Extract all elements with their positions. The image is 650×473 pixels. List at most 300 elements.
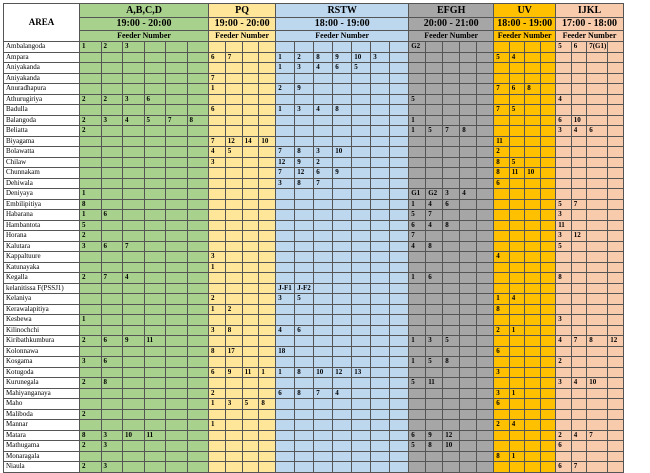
- feeder-cell-efgh: [477, 42, 494, 53]
- feeder-cell-abcd: [166, 136, 188, 147]
- feeder-cell-rstw: [295, 315, 314, 326]
- feeder-cell-ijkl: [587, 441, 608, 452]
- feeder-cell-rstw: [390, 231, 409, 242]
- feeder-cell-rstw: [352, 199, 371, 210]
- feeder-cell-pq: [242, 388, 259, 399]
- feeder-cell-rstw: [371, 241, 390, 252]
- feeder-cell-efgh: [460, 336, 477, 347]
- feeder-cell-pq: [209, 462, 226, 473]
- feeder-cell-pq: [259, 199, 276, 210]
- feeder-cell-abcd: [80, 147, 102, 158]
- feeder-cell-abcd: [101, 189, 123, 200]
- feeder-cell-abcd: [187, 388, 209, 399]
- feeder-cell-pq: [242, 273, 259, 284]
- feeder-cell-abcd: 11: [144, 430, 166, 441]
- area-name: Kerawalapitiya: [4, 304, 80, 315]
- table-row: [4, 115, 624, 126]
- feeder-cell-abcd: [166, 189, 188, 200]
- feeder-cell-efgh: 8: [426, 241, 443, 252]
- feeder-cell-rstw: 7: [276, 168, 295, 179]
- feeder-cell-rstw: [314, 357, 333, 368]
- feeder-cell-ijkl: [608, 420, 624, 431]
- feeder-cell-pq: [242, 325, 259, 336]
- feeder-cell-rstw: [390, 420, 409, 431]
- feeder-cell-efgh: [409, 451, 426, 462]
- area-name: Bolawatta: [4, 147, 80, 158]
- feeder-cell-abcd: [123, 462, 145, 473]
- feeder-cell-rstw: [352, 294, 371, 305]
- feeder-cell-efgh: [477, 136, 494, 147]
- feeder-cell-rstw: [371, 409, 390, 420]
- feeder-cell-abcd: 3: [80, 357, 102, 368]
- feeder-cell-abcd: [123, 52, 145, 63]
- feeder-cell-abcd: [144, 252, 166, 263]
- feeder-cell-rstw: [333, 136, 352, 147]
- feeder-cell-pq: 5: [225, 147, 242, 158]
- feeder-cell-rstw: 12: [276, 157, 295, 168]
- feeder-cell-rstw: 1: [276, 105, 295, 116]
- feeder-cell-efgh: [443, 315, 460, 326]
- feeder-cell-pq: 3: [209, 252, 226, 263]
- feeder-cell-rstw: [333, 252, 352, 263]
- feeder-cell-uv: [509, 178, 525, 189]
- feeder-cell-rstw: [371, 63, 390, 74]
- feeder-cell-pq: [259, 441, 276, 452]
- feeder-cell-abcd: [123, 283, 145, 294]
- feeder-cell-efgh: [460, 262, 477, 273]
- feeder-cell-rstw: [390, 430, 409, 441]
- feeder-cell-abcd: 1: [80, 210, 102, 221]
- feeder-cell-abcd: [166, 241, 188, 252]
- feeder-cell-efgh: [426, 168, 443, 179]
- feeder-cell-abcd: 2: [80, 462, 102, 473]
- feeder-cell-abcd: [101, 178, 123, 189]
- feeder-cell-rstw: [371, 147, 390, 158]
- feeder-cell-abcd: [144, 283, 166, 294]
- feeder-cell-rstw: [371, 336, 390, 347]
- feeder-cell-abcd: [166, 252, 188, 263]
- table-row: [4, 241, 624, 252]
- feeder-cell-uv: [525, 231, 541, 242]
- feeder-cell-abcd: [123, 441, 145, 452]
- feeder-cell-uv: [509, 304, 525, 315]
- feeder-cell-efgh: 4: [409, 241, 426, 252]
- feeder-cell-abcd: [144, 168, 166, 179]
- area-name: Niaula: [4, 462, 80, 473]
- feeder-cell-efgh: [409, 157, 426, 168]
- feeder-cell-rstw: [352, 84, 371, 95]
- feeder-cell-abcd: [101, 420, 123, 431]
- feeder-cell-uv: [509, 241, 525, 252]
- feeder-cell-rstw: [352, 189, 371, 200]
- feeder-cell-rstw: 4: [314, 105, 333, 116]
- feeder-cell-efgh: [443, 84, 460, 95]
- feeder-cell-efgh: [409, 63, 426, 74]
- feeder-cell-rstw: [333, 273, 352, 284]
- feeder-cell-efgh: [426, 231, 443, 242]
- feeder-cell-rstw: [390, 189, 409, 200]
- feeder-cell-rstw: 10: [314, 367, 333, 378]
- feeder-cell-pq: [242, 357, 259, 368]
- feeder-cell-rstw: [276, 399, 295, 410]
- feeder-cell-uv: [540, 220, 556, 231]
- feeder-cell-ijkl: [608, 42, 624, 53]
- feeder-cell-uv: [494, 231, 510, 242]
- feeder-cell-abcd: [101, 73, 123, 84]
- feeder-cell-rstw: [390, 336, 409, 347]
- feeder-cell-ijkl: [571, 420, 587, 431]
- feeder-cell-abcd: [144, 273, 166, 284]
- feeder-cell-uv: [525, 241, 541, 252]
- feeder-cell-pq: [209, 273, 226, 284]
- feeder-cell-ijkl: 7(G1): [587, 42, 608, 53]
- feeder-cell-abcd: 3: [101, 462, 123, 473]
- feeder-cell-rstw: 4: [276, 325, 295, 336]
- feeder-cell-ijkl: [608, 136, 624, 147]
- feeder-cell-rstw: [295, 378, 314, 389]
- feeder-cell-rstw: [371, 189, 390, 200]
- feeder-cell-ijkl: [571, 294, 587, 305]
- feeder-cell-uv: [525, 399, 541, 410]
- feeder-cell-pq: [259, 231, 276, 242]
- group-name-abcd: A,B,C,D: [80, 4, 209, 18]
- feeder-cell-rstw: 8: [295, 178, 314, 189]
- feeder-cell-pq: [242, 252, 259, 263]
- feeder-cell-abcd: 2: [80, 115, 102, 126]
- feeder-cell-rstw: [333, 462, 352, 473]
- feeder-cell-efgh: [426, 346, 443, 357]
- feeder-cell-rstw: [333, 157, 352, 168]
- feeder-cell-efgh: [460, 105, 477, 116]
- feeder-cell-abcd: [123, 210, 145, 221]
- feeder-cell-efgh: [443, 63, 460, 74]
- feeder-cell-rstw: [390, 325, 409, 336]
- feeder-cell-uv: [509, 367, 525, 378]
- feeder-cell-uv: [540, 52, 556, 63]
- feeder-cell-rstw: 1: [276, 63, 295, 74]
- feeder-cell-pq: [225, 220, 242, 231]
- feeder-cell-abcd: 2: [80, 378, 102, 389]
- feeder-cell-rstw: [371, 252, 390, 263]
- feeder-cell-uv: [525, 199, 541, 210]
- feeder-cell-rstw: [295, 210, 314, 221]
- feeder-cell-efgh: [426, 84, 443, 95]
- feeder-cell-rstw: [352, 304, 371, 315]
- feeder-cell-rstw: [390, 210, 409, 221]
- feeder-cell-abcd: [123, 409, 145, 420]
- feeder-cell-ijkl: [587, 283, 608, 294]
- feeder-cell-efgh: G2: [409, 42, 426, 53]
- area-name: Balangoda: [4, 115, 80, 126]
- feeder-cell-efgh: [409, 304, 426, 315]
- feeder-cell-rstw: [333, 94, 352, 105]
- feeder-cell-rstw: [314, 189, 333, 200]
- feeder-cell-efgh: [426, 315, 443, 326]
- feeder-cell-rstw: [333, 325, 352, 336]
- feeder-cell-ijkl: [608, 451, 624, 462]
- feeder-cell-efgh: [477, 304, 494, 315]
- area-name: Maliboda: [4, 409, 80, 420]
- feeder-cell-abcd: [166, 63, 188, 74]
- feeder-cell-ijkl: [571, 136, 587, 147]
- feeder-cell-ijkl: [571, 346, 587, 357]
- feeder-cell-rstw: [352, 430, 371, 441]
- feeder-cell-abcd: [187, 462, 209, 473]
- feeder-cell-ijkl: [571, 94, 587, 105]
- feeder-cell-abcd: [123, 399, 145, 410]
- feeder-cell-abcd: [80, 304, 102, 315]
- feeder-cell-rstw: [276, 378, 295, 389]
- feeder-cell-ijkl: [587, 252, 608, 263]
- feeder-cell-uv: [540, 441, 556, 452]
- feeder-cell-abcd: [80, 168, 102, 179]
- feeder-cell-rstw: [314, 115, 333, 126]
- feeder-cell-abcd: [101, 388, 123, 399]
- feeder-cell-abcd: [123, 157, 145, 168]
- feeder-cell-uv: 2: [494, 325, 510, 336]
- feeder-cell-uv: [540, 378, 556, 389]
- feeder-cell-abcd: [123, 63, 145, 74]
- feeder-cell-ijkl: [571, 241, 587, 252]
- feeder-cell-efgh: 7: [426, 210, 443, 221]
- area-name: Kelaniya: [4, 294, 80, 305]
- feeder-cell-rstw: [276, 462, 295, 473]
- feeder-cell-efgh: [460, 231, 477, 242]
- feeder-cell-uv: [540, 241, 556, 252]
- feeder-cell-efgh: [426, 262, 443, 273]
- feeder-cell-pq: [259, 273, 276, 284]
- feeder-cell-pq: [242, 220, 259, 231]
- feeder-cell-rstw: 2: [276, 84, 295, 95]
- feeder-cell-rstw: [390, 304, 409, 315]
- feeder-cell-pq: [225, 273, 242, 284]
- feeder-cell-abcd: [101, 325, 123, 336]
- group-time-row: [4, 18, 624, 31]
- feeder-cell-ijkl: [556, 105, 572, 116]
- feeder-cell-pq: 6: [209, 52, 226, 63]
- feeder-cell-ijkl: 4: [556, 336, 572, 347]
- feeder-cell-uv: [525, 325, 541, 336]
- feeder-cell-abcd: [166, 94, 188, 105]
- feeder-cell-abcd: [187, 325, 209, 336]
- feeder-cell-abcd: [166, 262, 188, 273]
- feeder-cell-abcd: [166, 126, 188, 137]
- feeder-cell-efgh: 6: [426, 273, 443, 284]
- feeder-cell-uv: [540, 462, 556, 473]
- feeder-cell-uv: [525, 367, 541, 378]
- feeder-cell-rstw: [295, 273, 314, 284]
- feeder-cell-abcd: [144, 157, 166, 168]
- table-row: [4, 178, 624, 189]
- group-time-pq: 19:00 - 20:00: [209, 18, 276, 31]
- feeder-cell-ijkl: 11: [556, 220, 572, 231]
- feeder-cell-pq: [209, 63, 226, 74]
- feeder-cell-rstw: 3: [276, 178, 295, 189]
- feeder-cell-pq: [209, 241, 226, 252]
- feeder-cell-abcd: 1: [80, 42, 102, 53]
- feeder-cell-uv: [540, 189, 556, 200]
- feeder-cell-pq: 17: [225, 346, 242, 357]
- feeder-cell-pq: [259, 451, 276, 462]
- feeder-cell-ijkl: [556, 136, 572, 147]
- feeder-cell-abcd: [101, 63, 123, 74]
- feeder-cell-uv: 3: [494, 388, 510, 399]
- feeder-cell-abcd: 8: [101, 378, 123, 389]
- feeder-cell-pq: [259, 336, 276, 347]
- feeder-cell-abcd: [187, 346, 209, 357]
- feeder-cell-abcd: [187, 451, 209, 462]
- feeder-cell-abcd: [187, 430, 209, 441]
- feeder-cell-rstw: [276, 430, 295, 441]
- feeder-cell-abcd: [187, 367, 209, 378]
- feeder-cell-pq: 10: [259, 136, 276, 147]
- feeder-cell-ijkl: [608, 220, 624, 231]
- feeder-cell-abcd: [80, 399, 102, 410]
- feeder-cell-efgh: [477, 378, 494, 389]
- feeder-cell-ijkl: [608, 210, 624, 221]
- feeder-cell-uv: [525, 73, 541, 84]
- area-name: Kotugoda: [4, 367, 80, 378]
- feeder-cell-abcd: [101, 105, 123, 116]
- feeder-cell-abcd: [187, 52, 209, 63]
- feeder-cell-abcd: [123, 136, 145, 147]
- feeder-cell-uv: [540, 126, 556, 137]
- feeder-cell-rstw: [371, 430, 390, 441]
- feeder-cell-rstw: [390, 147, 409, 158]
- feeder-cell-ijkl: [556, 63, 572, 74]
- feeder-cell-rstw: 6: [295, 325, 314, 336]
- feeder-cell-efgh: [443, 262, 460, 273]
- feeder-cell-abcd: 6: [101, 336, 123, 347]
- feeder-cell-uv: [540, 325, 556, 336]
- feeder-cell-rstw: 10: [333, 147, 352, 158]
- area-name: Matara: [4, 430, 80, 441]
- area-name: Ampara: [4, 52, 80, 63]
- feeder-cell-abcd: 8: [187, 115, 209, 126]
- feeder-cell-abcd: [166, 157, 188, 168]
- feeder-cell-uv: [540, 231, 556, 242]
- feeder-cell-abcd: [166, 399, 188, 410]
- feeder-cell-rstw: [295, 430, 314, 441]
- feeder-cell-rstw: [314, 126, 333, 137]
- feeder-cell-efgh: [477, 241, 494, 252]
- feeder-cell-pq: [259, 84, 276, 95]
- feeder-cell-pq: [209, 231, 226, 242]
- feeder-cell-abcd: [166, 220, 188, 231]
- feeder-cell-ijkl: [571, 357, 587, 368]
- feeder-cell-efgh: 4: [460, 189, 477, 200]
- feeder-cell-efgh: [443, 462, 460, 473]
- feeder-cell-rstw: [371, 357, 390, 368]
- feeder-cell-rstw: 6: [314, 168, 333, 179]
- feeder-cell-ijkl: [571, 252, 587, 263]
- feeder-cell-ijkl: [571, 52, 587, 63]
- feeder-cell-abcd: [101, 294, 123, 305]
- feeder-cell-abcd: [166, 73, 188, 84]
- table-row: [4, 441, 624, 452]
- feeder-cell-ijkl: [571, 178, 587, 189]
- feeder-cell-rstw: [371, 399, 390, 410]
- feeder-cell-rstw: [276, 315, 295, 326]
- feeder-cell-rstw: [371, 84, 390, 95]
- feeder-cell-uv: [509, 409, 525, 420]
- feeder-cell-efgh: [426, 136, 443, 147]
- feeder-cell-uv: [494, 241, 510, 252]
- feeder-cell-uv: [494, 273, 510, 284]
- feeder-cell-pq: [259, 63, 276, 74]
- feeder-cell-abcd: [80, 325, 102, 336]
- feeder-cell-abcd: [80, 178, 102, 189]
- feeder-cell-pq: [242, 441, 259, 452]
- table-row: [4, 399, 624, 410]
- feeder-cell-uv: [509, 462, 525, 473]
- table-row: [4, 147, 624, 158]
- feeder-cell-pq: [225, 336, 242, 347]
- feeder-cell-ijkl: [556, 399, 572, 410]
- feeder-cell-abcd: [101, 126, 123, 137]
- feeder-cell-rstw: [390, 84, 409, 95]
- feeder-cell-rstw: [352, 147, 371, 158]
- feeder-cell-efgh: [477, 357, 494, 368]
- feeder-cell-abcd: [101, 168, 123, 179]
- feeder-cell-pq: [242, 420, 259, 431]
- feeder-cell-ijkl: 10: [571, 115, 587, 126]
- feeder-cell-rstw: 6: [276, 388, 295, 399]
- feeder-cell-rstw: [390, 367, 409, 378]
- feeder-cell-efgh: [409, 409, 426, 420]
- feeder-cell-pq: [242, 231, 259, 242]
- feeder-cell-efgh: [443, 451, 460, 462]
- feeder-cell-uv: 10: [525, 168, 541, 179]
- feeder-cell-pq: [225, 84, 242, 95]
- feeder-cell-uv: [540, 168, 556, 179]
- feeder-cell-rstw: [390, 315, 409, 326]
- feeder-cell-pq: [225, 189, 242, 200]
- feeder-cell-uv: 3: [494, 367, 510, 378]
- feeder-cell-abcd: [144, 231, 166, 242]
- feeder-cell-pq: [225, 168, 242, 179]
- feeder-cell-rstw: [390, 241, 409, 252]
- feeder-cell-ijkl: [571, 63, 587, 74]
- feeder-cell-rstw: [352, 136, 371, 147]
- feeder-cell-rstw: [314, 304, 333, 315]
- feeder-cell-efgh: [460, 42, 477, 53]
- feeder-cell-abcd: [144, 315, 166, 326]
- feeder-cell-uv: [540, 294, 556, 305]
- feeder-cell-uv: 11: [494, 136, 510, 147]
- feeder-cell-uv: [509, 262, 525, 273]
- feeder-cell-efgh: [477, 420, 494, 431]
- feeder-cell-rstw: [352, 462, 371, 473]
- feeder-cell-ijkl: [571, 283, 587, 294]
- feeder-cell-uv: [540, 199, 556, 210]
- feeder-cell-rstw: [390, 378, 409, 389]
- feeder-cell-uv: [494, 336, 510, 347]
- area-name: Chunnakam: [4, 168, 80, 179]
- feeder-number-label-abcd: Feeder Number: [80, 31, 209, 42]
- feeder-cell-efgh: [460, 462, 477, 473]
- feeder-cell-abcd: [144, 420, 166, 431]
- feeder-cell-abcd: [166, 294, 188, 305]
- feeder-cell-ijkl: [608, 73, 624, 84]
- feeder-cell-efgh: [409, 168, 426, 179]
- feeder-cell-uv: 6: [509, 84, 525, 95]
- feeder-cell-rstw: [390, 262, 409, 273]
- feeder-cell-ijkl: [571, 273, 587, 284]
- feeder-cell-ijkl: [608, 252, 624, 263]
- feeder-cell-ijkl: 3: [556, 126, 572, 137]
- feeder-cell-efgh: [443, 105, 460, 116]
